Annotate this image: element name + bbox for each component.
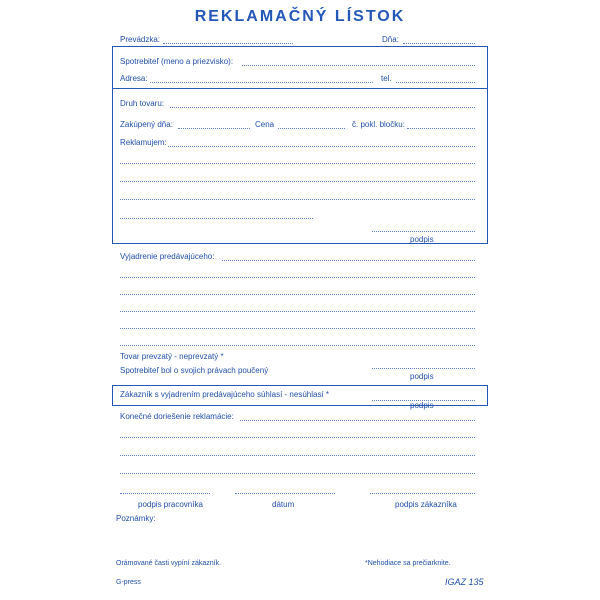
c-pokl-bloku-label: č. pokl. bločku: xyxy=(352,120,405,129)
cena-field[interactable] xyxy=(278,128,345,129)
zakaznik-suhlas-label: Zákazník s vyjadrením predávajúceho súhlasí - nesúhlasí * xyxy=(120,390,329,399)
vyjadrenie-label: Vyjadrenie predávajúceho: xyxy=(120,252,215,261)
dna-label: Dňa: xyxy=(382,35,399,44)
footer-right-note: *Nehodiace sa prečiarknite. xyxy=(365,560,451,567)
druh-tovaru-label: Druh tovaru: xyxy=(120,99,165,108)
tovar-prevzaty-label: Tovar prevzatý - neprevzatý * xyxy=(120,352,224,361)
dorie-line-2[interactable] xyxy=(120,437,475,438)
reklamujem-label: Reklamujem: xyxy=(120,138,167,147)
worker-signature-field[interactable] xyxy=(120,493,210,494)
zakupeny-dna-field[interactable] xyxy=(178,128,250,129)
dorie-line-3[interactable] xyxy=(120,455,475,456)
seller-signature-field[interactable] xyxy=(372,368,475,369)
spotrebitel-poucenie-label: Spotrebiteľ bol o svojich právach poučený xyxy=(120,366,269,375)
publisher-label: G-press xyxy=(116,579,141,586)
reklamujem-line-1[interactable] xyxy=(168,146,475,147)
form-title: REKLAMAČNÝ LÍSTOK xyxy=(194,8,406,25)
vyjadrenie-line-1[interactable] xyxy=(222,260,475,261)
tel-field[interactable] xyxy=(396,82,475,83)
dorie-line-4[interactable] xyxy=(120,473,475,474)
poznamky-label: Poznámky: xyxy=(116,514,156,523)
reklamujem-line-2[interactable] xyxy=(120,163,475,164)
druh-tovaru-field[interactable] xyxy=(170,107,475,108)
datum-label: dátum xyxy=(272,500,295,509)
vyjadrenie-line-3[interactable] xyxy=(120,294,475,295)
form-code: IGAZ 135 xyxy=(445,577,484,587)
date-field[interactable] xyxy=(235,493,335,494)
spotrebitel-label: Spotrebiteľ (meno a priezvisko): xyxy=(120,57,234,66)
reklamujem-line-4[interactable] xyxy=(120,199,475,200)
reklamujem-line-3[interactable] xyxy=(120,181,475,182)
customer-final-signature-field[interactable] xyxy=(370,493,475,494)
konecne-dorie-label: Konečné doriešenie reklamácie: xyxy=(120,412,234,421)
vyjadrenie-line-4[interactable] xyxy=(120,311,475,312)
podpis-zakaznika-label: podpis zákazníka xyxy=(395,500,457,509)
cena-label: Cena xyxy=(255,120,275,129)
vyjadrenie-line-6[interactable] xyxy=(120,345,475,346)
customer-podpis-label: podpis xyxy=(410,235,434,244)
customer-box-divider xyxy=(112,88,488,89)
podpis-pracovnika-label: podpis pracovníka xyxy=(138,500,203,509)
spotrebitel-field[interactable] xyxy=(242,65,475,66)
reklamujem-line-5[interactable] xyxy=(120,218,313,219)
adresa-label: Adresa: xyxy=(120,74,148,83)
seller-podpis-label: podpis xyxy=(410,372,434,381)
agreement-podpis-label: podpis xyxy=(410,401,434,410)
vyjadrenie-line-5[interactable] xyxy=(120,328,475,329)
vyjadrenie-line-2[interactable] xyxy=(120,277,475,278)
prevadzka-label: Prevádzka: xyxy=(120,35,161,44)
customer-section-box xyxy=(112,46,488,244)
customer-signature-field[interactable] xyxy=(372,231,475,232)
footer-left-note: Orámované časti vypíní zákazník. xyxy=(116,560,222,567)
c-pokl-bloku-field[interactable] xyxy=(407,128,475,129)
dorie-line-1[interactable] xyxy=(240,420,475,421)
tel-label: tel. xyxy=(381,74,392,83)
adresa-field[interactable] xyxy=(150,82,373,83)
dna-field[interactable] xyxy=(403,43,475,44)
prevadzka-field[interactable] xyxy=(163,43,293,44)
zakupeny-dna-label: Zakúpený dňa: xyxy=(120,120,173,129)
